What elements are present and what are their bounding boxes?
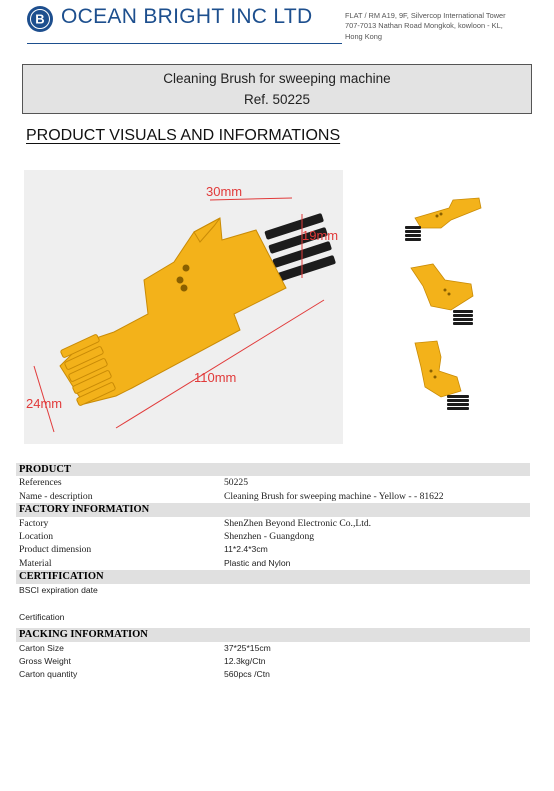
info-row [16, 543, 530, 556]
info-value: ShenZhen Beyond Electronic Co.,Ltd. [224, 517, 372, 529]
info-label: Carton quantity [19, 669, 78, 680]
info-label: Name - description [19, 490, 93, 502]
info-row [16, 476, 530, 489]
section-header-packing: PACKING INFORMATION [16, 628, 530, 641]
product-title: Cleaning Brush for sweeping machine [163, 71, 391, 86]
dimension-label-depth: 24mm [26, 396, 63, 411]
info-value: 560pcs /Ctn [224, 669, 270, 680]
info-label: Gross Weight [19, 656, 71, 667]
brush-thumbnail-3 [401, 337, 485, 413]
header-divider [27, 43, 342, 44]
dimension-label-width: 30mm [206, 184, 243, 199]
address-line: FLAT / RM A19, 9F, Silvercop International Tower [345, 11, 506, 20]
section-header-product: PRODUCT [16, 463, 530, 476]
dimension-label-length: 110mm [194, 370, 237, 385]
product-info-table [16, 463, 530, 682]
product-reference: Ref. 50225 [243, 92, 311, 107]
company-address [345, 11, 535, 42]
info-label: Product dimension [19, 544, 92, 556]
info-value: Shenzhen - Guangdong [224, 530, 315, 542]
logo-letter: B [35, 11, 45, 27]
address-line: Hong Kong [345, 31, 382, 41]
product-thumbnail [401, 260, 485, 328]
section-header-certification: CERTIFICATION [16, 570, 530, 583]
info-row [16, 584, 530, 597]
section-heading: PRODUCT VISUALS AND INFORMATIONS [26, 127, 341, 144]
info-label: Material [19, 557, 52, 569]
brush-thumbnail-2 [401, 260, 485, 328]
info-label: Location [19, 530, 54, 542]
info-value: Plastic and Nylon [224, 557, 291, 568]
info-label: BSCI expiration date [19, 584, 98, 595]
info-row [16, 490, 530, 503]
info-value: 11*2.4*3cm [224, 544, 268, 555]
info-value: Cleaning Brush for sweeping machine - Yellow - - 81622 [224, 490, 444, 502]
info-label: References [19, 477, 62, 489]
section-header-factory: FACTORY INFORMATION [16, 503, 530, 516]
product-title-box [22, 64, 532, 114]
info-row [16, 611, 530, 624]
dimension-label-height: 19mm [302, 228, 339, 243]
product-thumbnail [401, 337, 485, 413]
info-row [16, 517, 530, 530]
brush-thumbnail-1 [401, 186, 485, 248]
info-label: Factory [19, 517, 49, 529]
logo-icon [27, 6, 53, 32]
info-row [16, 642, 530, 655]
info-row [16, 530, 530, 543]
info-label: Carton Size [19, 642, 64, 653]
company-name: OCEAN BRIGHT INC LTD [61, 5, 313, 28]
info-row [16, 668, 530, 681]
address-line: 707-7013 Nathan Road Mongkok, kowloon - KL, [345, 21, 503, 31]
info-value: 50225 [224, 477, 248, 489]
product-thumbnail [401, 186, 485, 248]
info-value: 12.3kg/Ctn [224, 656, 266, 667]
info-row [16, 655, 530, 668]
info-row [16, 557, 530, 570]
product-main-photo [24, 170, 343, 444]
info-label: Certification [19, 611, 65, 622]
brush-illustration [24, 170, 343, 444]
info-value: 37*25*15cm [224, 642, 271, 653]
company-logo [27, 6, 53, 32]
